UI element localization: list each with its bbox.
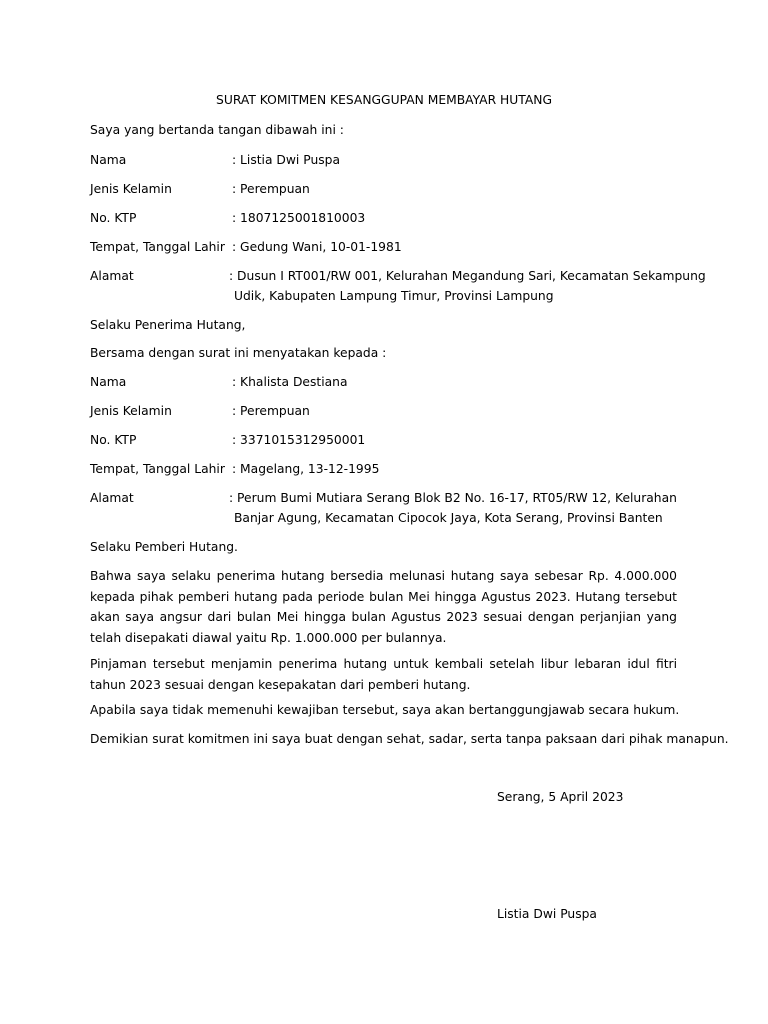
creditor-name-value: : Khalista Desti̇ana [232,375,348,389]
creditor-address-line1: : Perum Bumi Muti̇ara Serang Blok B2 No. 16-17, RT05/RW 12, Kelurahan [229,491,677,505]
signature-name: Listi̇a Dwi Puspa [497,907,597,921]
paragraph-liability: Apabila saya ti̇dak memenuhi kewajiban tersebut, saya akan bertanggungjawab secara hukum. [90,703,680,717]
debtor-address-line1: : Dusun I RT001/RW 001, Kelurahan Megandung Sari, Kecamatan Sekampung [229,269,706,283]
intro-text: Saya yang bertanda tangan dibawah ini : [90,123,344,137]
place-date: Serang, 5 April 2023 [497,790,624,804]
debtor-address-line2: Udik, Kabupaten Lampung Timur, Provinsi Lampung [234,289,554,303]
paragraph-closing: Demikian surat komitmen ini saya buat dengan sehat, sadar, serta tanpa paksaan dari pihak manapun. [90,732,729,746]
debtor-name-value: : Listi̇a Dwi Puspa [232,153,340,167]
debtor-birth-value: : Gedung Wani, 10-01-1981 [232,240,402,254]
debtor-gender-label: Jenis Kelamin [90,182,172,196]
paragraph-guarantee: Pinjaman tersebut menjamin penerima hutang untuk kembali setelah libur lebaran idul fitri tahun 2023 sesuai dengan kesepakatan dari pemberi hutang. [90,657,677,692]
statement-intro: Bersama dengan surat ini menyatakan kepada : [90,346,387,360]
creditor-role: Selaku Pemberi Hutang. [90,540,238,554]
creditor-name-label: Nama [90,375,127,389]
debtor-name-label: Nama [90,153,127,167]
creditor-gender-value: : Perempuan [232,404,310,418]
creditor-gender-label: Jenis Kelamin [90,404,172,418]
creditor-birth-value: : Magelang, 13-12-1995 [232,462,380,476]
debtor-gender-value: : Perempuan [232,182,310,196]
debtor-ktp-label: No. KTP [90,211,137,225]
creditor-ktp-value: : 3371015312950001 [232,433,366,447]
debtor-address-label: Alamat [90,269,134,283]
debtor-role: Selaku Penerima Hutang, [90,318,246,332]
debtor-birth-label: Tempat, Tanggal Lahir [90,240,225,254]
debtor-ktp-value: : 1807125001810003 [232,211,366,225]
document-title: SURAT KOMITMEN KESANGGUPAN MEMBAYAR HUTANG [216,93,552,107]
creditor-ktp-label: No. KTP [90,433,137,447]
paragraph-repayment: Bahwa saya selaku penerima hutang bersedia melunasi hutang saya sebesar Rp. 4.000.000 kepada pihak pemberi hutang pada periode bulan Mei hingga Agustus 2023. Hutang tersebut akan saya angsur dari bulan Mei hingga bulan Agustus 2023 sesuai dengan perjanjian yang telah disepakati̇ diawal yaitu Rp. 1.000.000 per bulannya. [90,569,677,645]
creditor-address-line2: Banjar Agung, Kecamatan Cipocok Jaya, Kota Serang, Provinsi Banten [234,511,663,525]
creditor-address-label: Alamat [90,491,134,505]
creditor-birth-label: Tempat, Tanggal Lahir [90,462,225,476]
